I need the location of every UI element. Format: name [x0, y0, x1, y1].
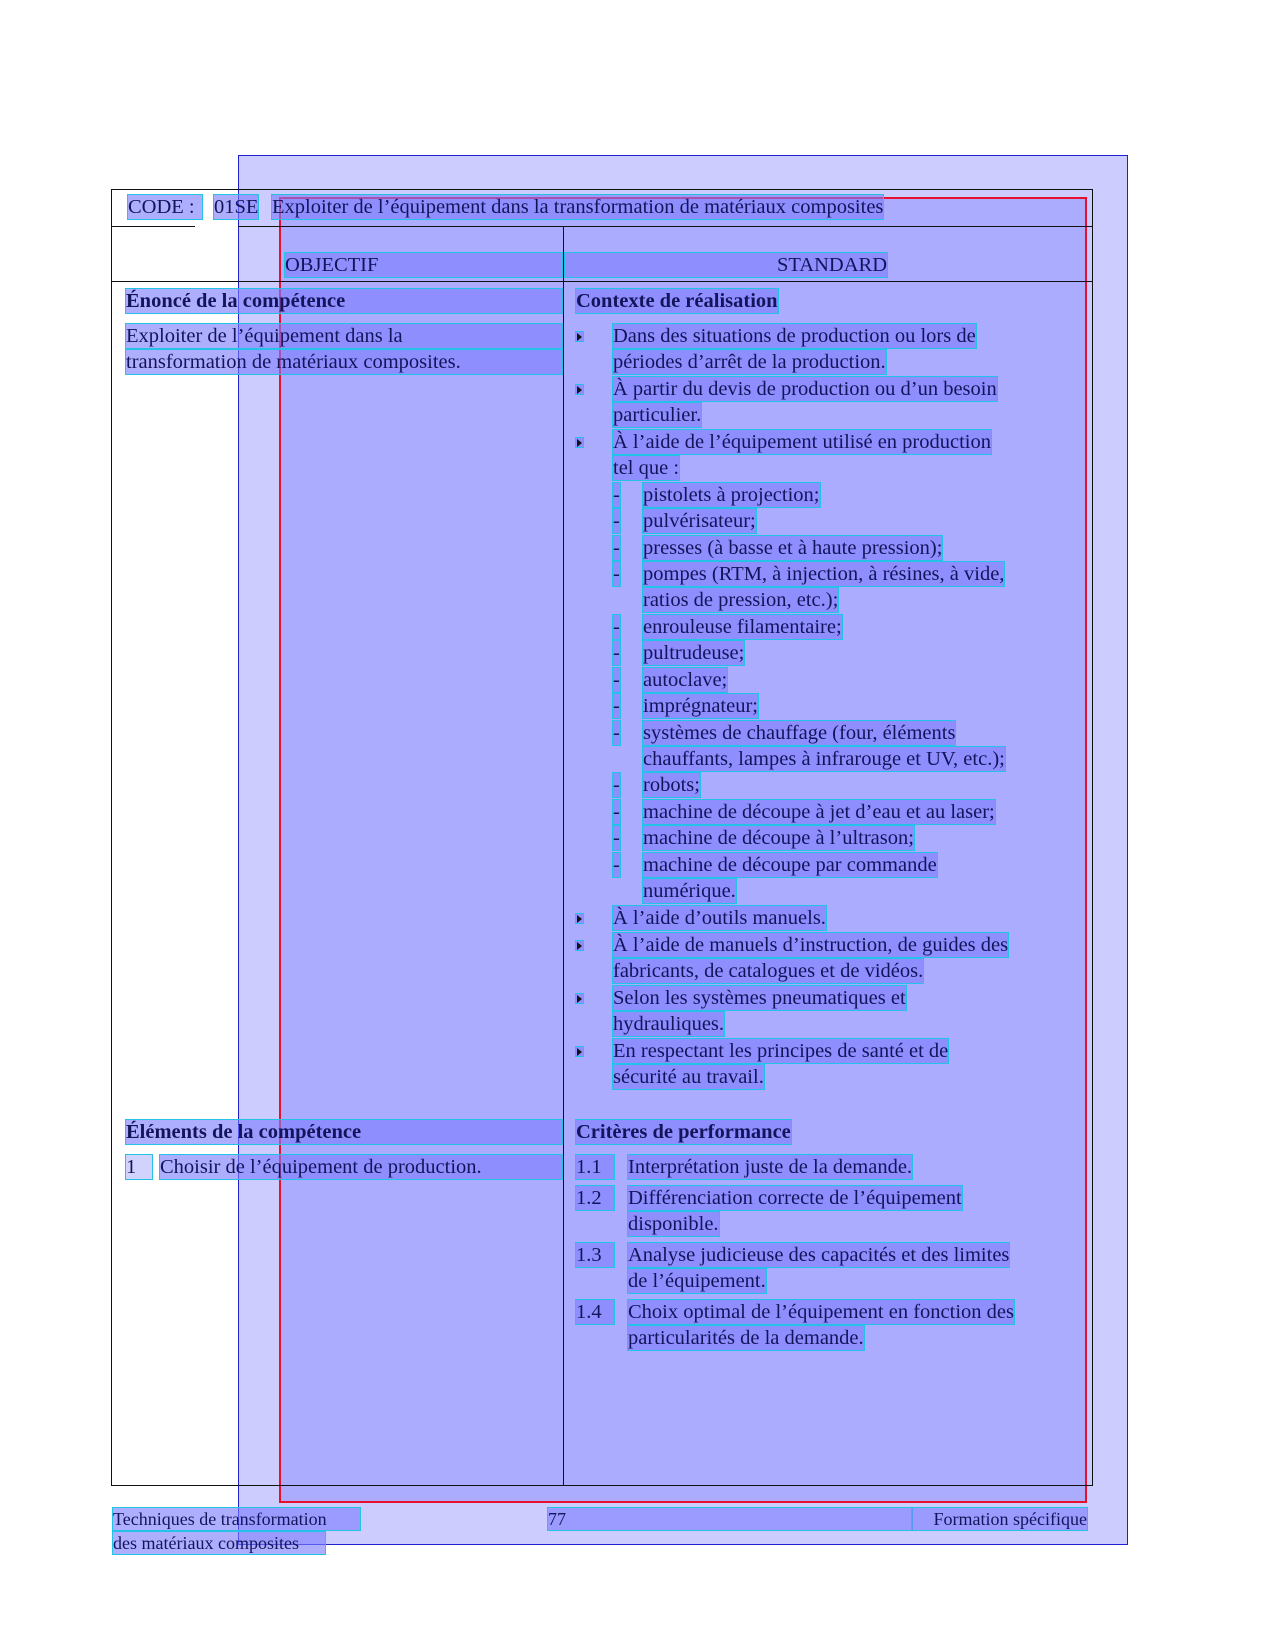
contexte-item-line: particulier. [613, 404, 702, 426]
contexte-item-line: À l’aide d’outils manuels. [613, 907, 826, 929]
bullet-icon [576, 941, 583, 950]
contexte-item-line: À partir du devis de production ou d’un besoin [613, 378, 997, 400]
footer-program-line1: Techniques de transformation [113, 1508, 360, 1530]
dash-icon: - [613, 695, 620, 717]
contexte-item-line: fabricants, de catalogues et de vidéos. [613, 960, 924, 982]
contexte-subitem: pistolets à projection; [643, 484, 820, 506]
footer-section: Formation spécifique [912, 1508, 1087, 1530]
enonce-line: Exploiter de l’équipement dans la [126, 324, 562, 348]
critere-line: Interprétation juste de la demande. [628, 1156, 913, 1178]
critere-line: particularités de la demande. [628, 1327, 864, 1349]
critere-number: 1.3 [576, 1243, 614, 1267]
footer-program-line2: des matériaux composites [113, 1532, 325, 1554]
bullet-icon [576, 385, 583, 394]
header-divider [111, 226, 195, 227]
contexte-subitem: robots; [643, 774, 700, 796]
dash-icon: - [613, 827, 620, 849]
dash-icon: - [613, 563, 620, 585]
dash-icon: - [613, 616, 620, 638]
dash-icon: - [613, 510, 620, 532]
bullet-icon [576, 994, 583, 1003]
code-label: CODE : [128, 195, 202, 219]
dash-icon: - [613, 484, 620, 506]
contexte-heading: Contexte de réalisation [576, 290, 778, 312]
competence-title: Exploiter de l’équipement dans la transformation de matériaux composites [272, 196, 884, 218]
column-separator [563, 226, 564, 1486]
code-value: 01SE [214, 196, 259, 218]
contexte-subitem: autoclave; [643, 669, 728, 691]
dash-icon: - [613, 669, 620, 691]
contexte-subitem: enrouleuse filamentaire; [643, 616, 842, 638]
contexte-item-line: périodes d’arrêt de la production. [613, 351, 886, 373]
element-text: Choisir de l’équipement de production. [160, 1155, 562, 1179]
critere-line: Analyse judicieuse des capacités et des limites [628, 1244, 1010, 1266]
dash-icon: - [613, 642, 620, 664]
dash-icon: - [613, 774, 620, 796]
contexte-subitem: imprégnateur; [643, 695, 758, 717]
criteres-heading: Critères de performance [576, 1121, 791, 1143]
contexte-subitem: chauffants, lampes à infrarouge et UV, etc.); [643, 748, 1005, 770]
contexte-subitem: machine de découpe par commande [643, 854, 937, 876]
contexte-item-line: À l’aide de manuels d’instruction, de guides des [613, 934, 1009, 956]
element-number: 1 [126, 1155, 152, 1179]
critere-number: 1.1 [576, 1155, 614, 1179]
critere-line: disponible. [628, 1213, 719, 1235]
dash-icon: - [613, 801, 620, 823]
contexte-subitem: pulvérisateur; [643, 510, 756, 532]
contexte-subitem: machine de découpe à l’ultrason; [643, 827, 914, 849]
critere-number: 1.2 [576, 1186, 614, 1210]
contexte-subitem: pompes (RTM, à injection, à résines, à vide, [643, 563, 1005, 585]
dash-icon: - [613, 854, 620, 876]
contexte-subitem: presses (à basse et à haute pression); [643, 537, 943, 559]
contexte-subitem: ratios de pression, etc.); [643, 589, 839, 611]
contexte-subitem: systèmes de chauffage (four, éléments [643, 722, 956, 744]
dash-icon: - [613, 537, 620, 559]
contexte-item-line: sécurité au travail. [613, 1066, 764, 1088]
dash-icon: - [613, 722, 620, 744]
contexte-subitem: machine de découpe à jet d’eau et au laser; [643, 801, 995, 823]
bullet-icon [576, 914, 583, 923]
column-header-objectif: OBJECTIF [285, 253, 562, 277]
column-header-standard: STANDARD [565, 253, 887, 277]
elements-heading: Éléments de la compétence [126, 1120, 562, 1144]
contexte-item-line: À l’aide de l’équipement utilisé en production [613, 431, 991, 453]
enonce-heading: Énoncé de la compétence [126, 289, 562, 313]
critere-line: Choix optimal de l’équipement en fonction des [628, 1301, 1014, 1323]
contexte-item-line: tel que : [613, 457, 680, 479]
contexte-item-line: hydrauliques. [613, 1013, 725, 1035]
header-divider [238, 226, 1093, 227]
critere-number: 1.4 [576, 1300, 614, 1324]
column-header-divider [111, 281, 1093, 282]
contexte-subitem: numérique. [643, 880, 736, 902]
critere-line: de l’équipement. [628, 1270, 766, 1292]
contexte-item-line: Dans des situations de production ou lors de [613, 325, 976, 347]
bullet-icon [576, 1047, 583, 1056]
contexte-item-line: En respectant les principes de santé et de [613, 1040, 949, 1062]
contexte-subitem: pultrudeuse; [643, 642, 745, 664]
enonce-line: transformation de matériaux composites. [126, 350, 562, 374]
bullet-icon [576, 438, 583, 447]
critere-line: Différenciation correcte de l’équipement [628, 1187, 962, 1209]
page-number: 77 [548, 1508, 912, 1530]
contexte-item-line: Selon les systèmes pneumatiques et [613, 987, 906, 1009]
bullet-icon [576, 332, 583, 341]
